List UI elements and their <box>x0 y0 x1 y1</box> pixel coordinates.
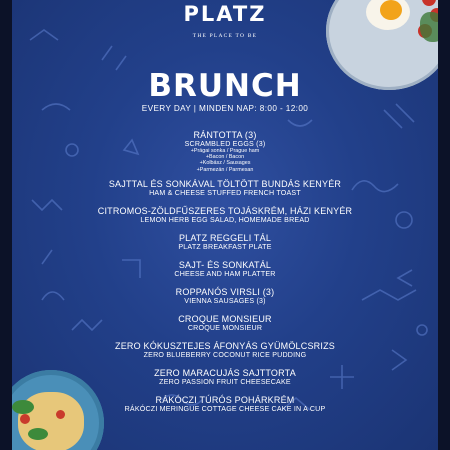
menu-item-subtitle: SCRAMBLED EGGS (3) <box>184 140 266 148</box>
menu-item-name: SAJTTAL ÉS SONKÁVAL TÖLTÖTT BUNDÁS KENYÉR <box>108 178 342 189</box>
menu-item-extra: +Prágai sonka / Prague ham <box>190 148 260 154</box>
menu-item-subtitle: LEMON HERB EGG SALAD, HOMEMADE BREAD <box>140 215 310 224</box>
menu-item-subtitle: PLATZ BREAKFAST PLATE <box>178 242 272 251</box>
menu-item-extra: +Parmezán / Parmesan <box>196 166 254 173</box>
menu-item-subtitle: VIENNA SAUSAGES (3) <box>184 296 266 305</box>
menu-item <box>12 179 438 197</box>
menu-item-name: ROPPANÓS VIRSLI (3) <box>175 286 275 297</box>
menu-item <box>12 368 438 386</box>
menu-item-name: CITROMOS-ZÖLDFŰSZERES TOJÁSKRÉM, HÁZI KENYÉR <box>97 205 353 216</box>
menu-item-name: RÁKÓCZI TÚRÓS POHÁRKRÉM <box>155 394 295 405</box>
brand-logo: PLATZ <box>183 2 267 26</box>
menu-poster <box>12 0 438 450</box>
menu-item <box>12 395 438 413</box>
menu-item-subtitle: ZERO BLUEBERRY COCONUT RICE PUDDING <box>143 350 307 359</box>
menu-item-extra: +Kolbász / Sausages <box>199 160 251 167</box>
menu-item <box>12 341 438 359</box>
menu-item-name: RÁNTOTTA (3) <box>193 130 257 140</box>
opening-hours: EVERY DAY | MINDEN NAP: 8:00 - 12:00 <box>141 104 309 113</box>
menu-list <box>12 130 438 422</box>
menu-item-extra: +Bacon / Bacon <box>205 154 245 161</box>
menu-item-name: CROQUE MONSIEUR <box>178 313 272 324</box>
menu-item-name: ZERO KÓKUSZTEJES ÁFONYÁS GYÜMÖLCSRIZS <box>115 340 335 351</box>
menu-item-subtitle: ZERO PASSION FRUIT CHEESECAKE <box>159 377 291 386</box>
menu-item-name: ZERO MARACUJÁS SAJTTORTA <box>154 367 296 378</box>
menu-item <box>12 233 438 251</box>
menu-item <box>12 314 438 332</box>
page-title: BRUNCH <box>148 68 302 104</box>
menu-item-subtitle: CROQUE MONSIEUR <box>187 323 263 332</box>
menu-item <box>12 260 438 278</box>
menu-item-subtitle: CHEESE AND HAM PLATTER <box>174 269 276 278</box>
menu-item-name: PLATZ REGGELI TÁL <box>178 232 272 243</box>
menu-item <box>12 130 438 173</box>
menu-item <box>12 287 438 305</box>
menu-item-subtitle: HAM & CHEESE STUFFED FRENCH TOAST <box>149 188 301 197</box>
brand-tagline: THE PLACE TO BE <box>192 33 258 39</box>
menu-item-name: SAJT- ÉS SONKATÁL <box>178 259 272 270</box>
menu-item <box>12 206 438 224</box>
menu-item-subtitle: RÁKÓCZI MERINGUE COTTAGE CHEESE CAKE IN A CUP <box>124 404 326 413</box>
